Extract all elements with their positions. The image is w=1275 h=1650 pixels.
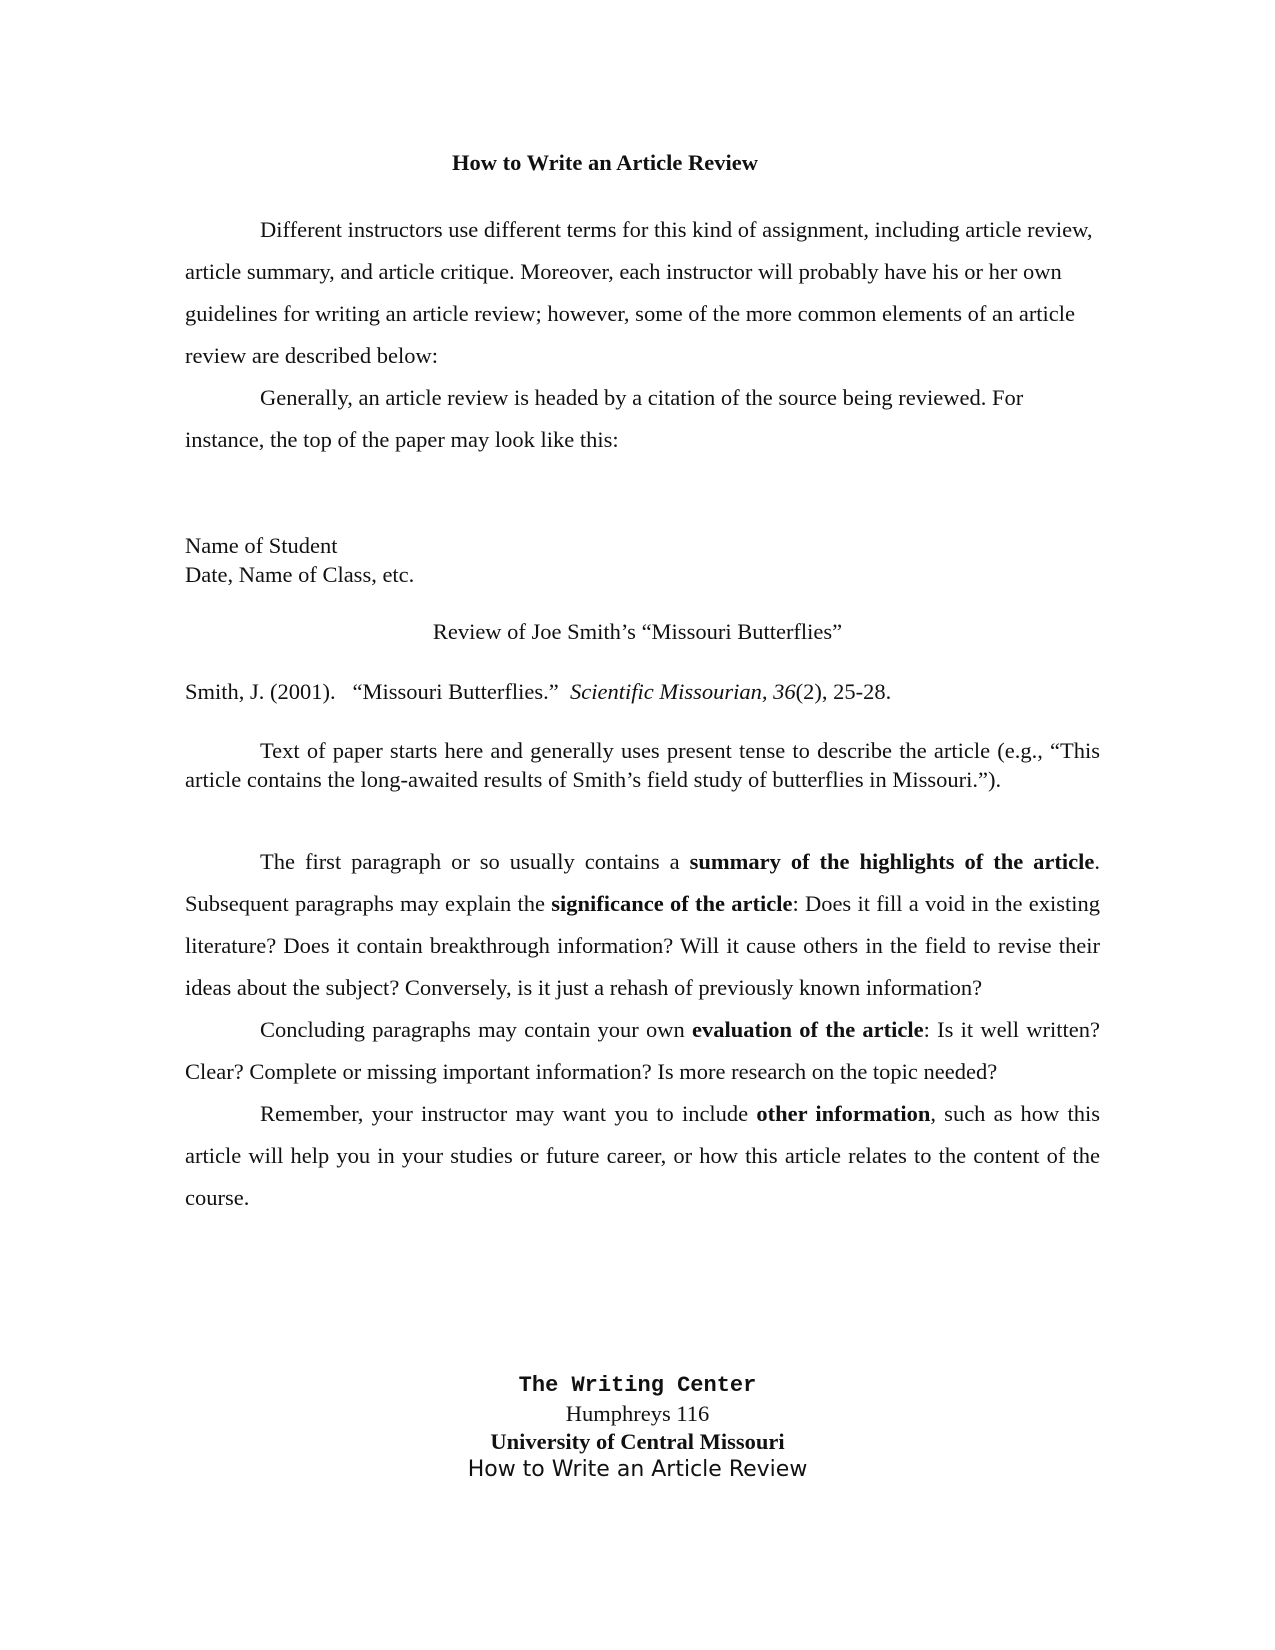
footer-room: Humphreys 116 — [565, 1401, 710, 1426]
intro-paragraph-2: Generally, an article review is headed by a citation of the source being reviewed. For instance, the top of the paper may look like this: — [185, 385, 1024, 452]
footer-university: University of Central Missouri — [490, 1429, 785, 1454]
evaluation-paragraph — [185, 1009, 1100, 1093]
text-start-paragraph: Text of paper starts here and generally uses present tense to describe the article (e.g., “This article contains the long-awaited results of Smith’s field study of butterflies in Missouri.”). — [185, 738, 1100, 792]
other-info-emphasis: other information — [756, 1101, 931, 1126]
page-title: How to Write an Article Review — [452, 150, 758, 175]
summary-text-1: The first paragraph or so usually contains a — [260, 849, 690, 874]
evaluation-emphasis: evaluation of the article — [692, 1017, 924, 1042]
footer — [0, 1372, 1275, 1484]
intro-section — [185, 209, 1100, 461]
date-class-line: Date, Name of Class, etc. — [185, 562, 415, 587]
example-review-title: Review of Joe Smith’s “Missouri Butterflies” — [432, 619, 843, 644]
summary-paragraph — [185, 841, 1100, 1009]
citation-issue-pages: (2), 25-28. — [795, 679, 892, 704]
example-header — [185, 531, 1100, 589]
citation-journal: Scientific Missourian, 36 — [569, 679, 796, 704]
example-text-start — [185, 736, 1100, 794]
evaluation-text-1: Concluding paragraphs may contain your own — [260, 1017, 693, 1042]
other-info-paragraph — [185, 1093, 1100, 1219]
other-info-text-1: Remember, your instructor may want you to include — [260, 1101, 757, 1126]
summary-emphasis: summary of the highlights of the article — [689, 849, 1095, 874]
citation-author-title: Smith, J. (2001). “Missouri Butterflies.” — [185, 679, 570, 704]
summary-text-2: . Subsequent paragraphs may explain the — [185, 849, 1100, 916]
footer-doc-title: How to Write an Article Review — [467, 1457, 808, 1482]
summary-text-3: : Does it fill a void in the existing literature? Does it contain breakthrough information? Will it cause others in the field to revise their ideas about the subject? Conversely, is it just a rehash of previously known information? — [185, 891, 1100, 1000]
significance-emphasis: significance of the article — [551, 891, 793, 916]
evaluation-text-2: : Is it well written? Clear? Complete or missing important information? Is more research on the topic needed? — [185, 1017, 1100, 1084]
student-name-line: Name of Student — [185, 533, 338, 558]
other-info-text-2: , such as how this article will help you in your studies or future career, or how this article relates to the content of the course. — [185, 1101, 1100, 1210]
example-citation — [185, 679, 1100, 705]
footer-center-name: The Writing Center — [518, 1373, 757, 1398]
body-section — [185, 841, 1100, 1219]
intro-paragraph-1: Different instructors use different terms for this kind of assignment, including article review, article summary, and article critique. Moreover, each instructor will probably have his or her own guidelines for writing an article review; however, some of the more common elements of an article review are described below: — [185, 217, 1093, 368]
